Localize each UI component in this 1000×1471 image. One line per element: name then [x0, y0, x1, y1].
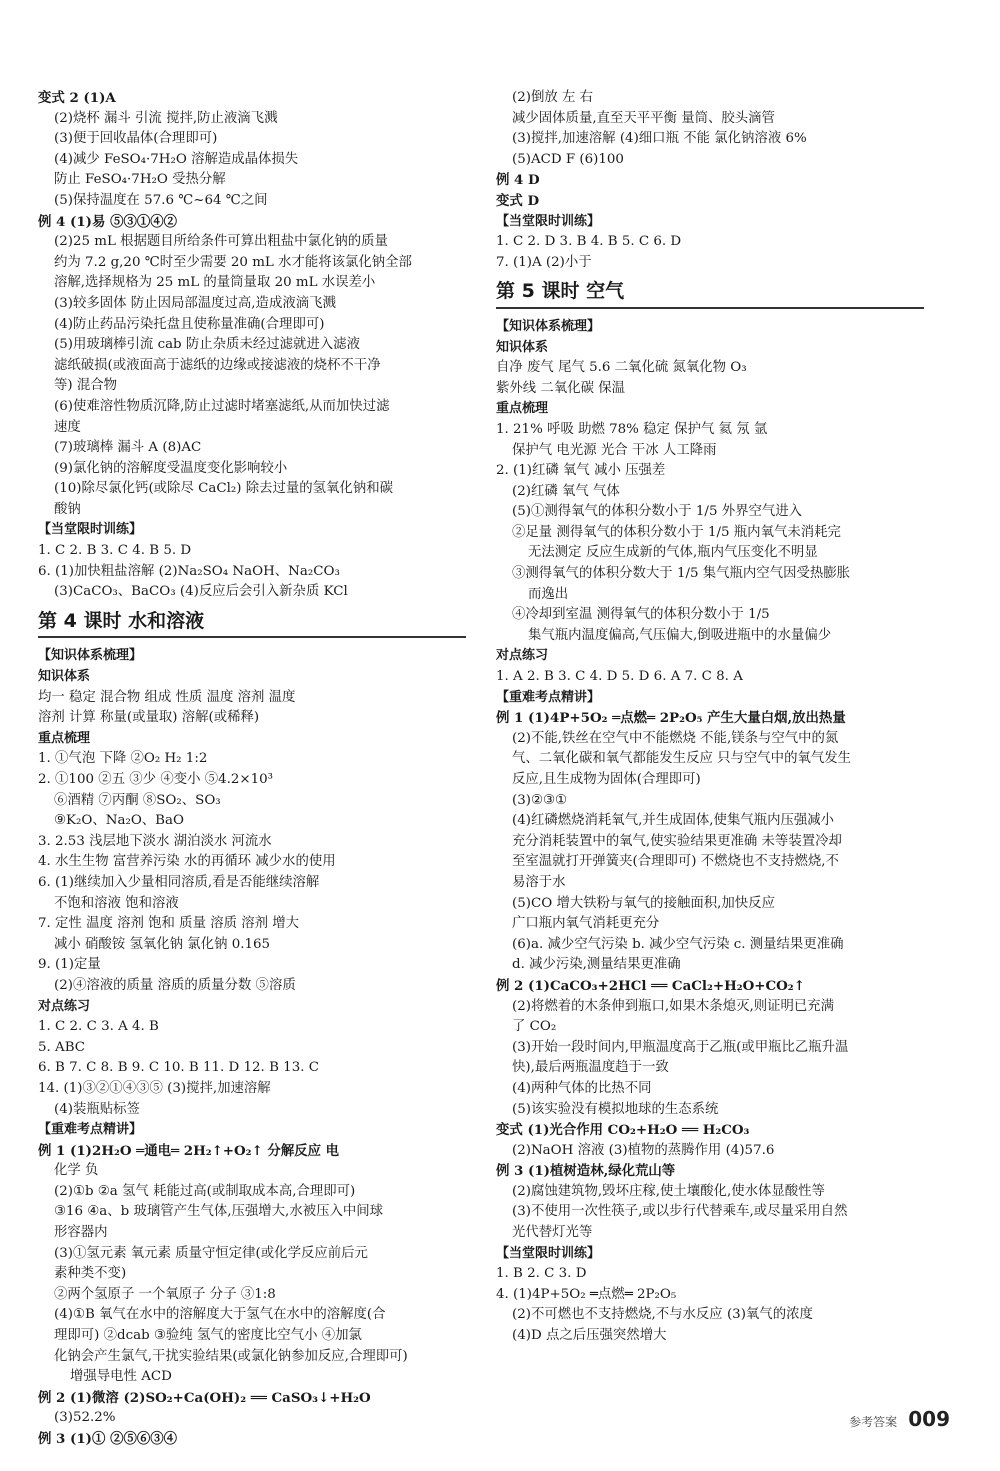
answer-line: 集气瓶内温度偏高,气压偏大,倒吸进瓶中的水量偏少: [528, 627, 832, 643]
section-heading: 知识体系: [496, 339, 549, 355]
answer-line: 3. 2.53 浅层地下淡水 湖泊淡水 河流水: [38, 833, 272, 849]
answer-line: 充分消耗装置中的氧气,使实验结果更准确 未等装置冷却: [512, 833, 842, 849]
answer-line: (2)倒放 左 右: [512, 90, 594, 105]
answer-line: 增强导电性 ACD: [70, 1369, 172, 1385]
section-heading: 重点梳理: [496, 401, 549, 417]
answer-line: (6)a. 减少空气污染 b. 减少空气污染 c. 测量结果更准确: [512, 936, 844, 952]
answer-line: ③16 ④a、b 玻璃管产生气体,压强增大,水被压入中间球: [54, 1204, 384, 1220]
section-heading: 对点练习: [38, 998, 91, 1014]
answer-line: 6. B 7. C 8. B 9. C 10. B 11. D 12. B 13. C: [38, 1060, 319, 1076]
answer-line: 广口瓶内氧气消耗更充分: [512, 916, 660, 932]
answer-line: 5. ABC: [38, 1039, 86, 1055]
answer-line: (3)不使用一次性筷子,或以步行代替乘车,或尽量采用自然: [512, 1204, 848, 1220]
answer-line: ⑨K₂O、Na₂O、BaO: [54, 813, 184, 829]
answer-line: 7. (1)A (2)小于: [496, 254, 592, 270]
answer-line: 1. C 2. D 3. B 4. B 5. C 6. D: [496, 234, 682, 250]
answer-line: 形容器内: [54, 1225, 108, 1241]
answer-line: 反应,且生成物为固体(合理即可): [512, 772, 701, 787]
answer-line: (2)红磷 氧气 气体: [512, 483, 620, 499]
answer-line: 2. (1)红磷 氧气 减小 压强差: [496, 463, 666, 479]
answer-line: 14. (1)③②①④③⑤ (3)搅拌,加速溶解: [38, 1080, 271, 1096]
answer-line: 溶剂 计算 称量(或量取) 溶解(或稀释): [38, 710, 260, 726]
answer-line: 6. (1)继续加入少量相同溶质,看是否能继续溶解: [38, 874, 320, 890]
answer-line: 1. C 2. B 3. C 4. B 5. D: [38, 543, 192, 559]
answer-line: 例 2 (1)CaCO₃+2HCl ══ CaCl₂+H₂O+CO₂↑: [496, 977, 805, 994]
answer-line: 1. B 2. C 3. D: [496, 1266, 587, 1282]
section-heading: 知识体系: [38, 669, 91, 685]
answer-line: (4)红磷燃烧消耗氧气,并生成固体,使集气瓶内压强减小: [512, 813, 835, 829]
section-heading: 【知识体系梳理】: [496, 318, 601, 334]
answer-line: 7. 定性 温度 溶剂 饱和 质量 溶质 溶剂 增大: [38, 916, 300, 932]
answer-line: 例 1 (1)4P+5O₂ ═点燃═ 2P₂O₅ 产生大量白烟,放出热量: [496, 710, 846, 727]
answer-line: (3)52.2%: [54, 1410, 116, 1426]
answer-line: 滤纸破损(或液面高于滤纸的边缘或接滤液的烧杯不干净: [54, 357, 381, 373]
answer-line: (4)减少 FeSO₄·7H₂O 溶解造成晶体损失: [54, 151, 299, 167]
answer-line: 例 3 (1)植树造林,绿化荒山等: [496, 1163, 676, 1180]
answer-line: 了 CO₂: [512, 1019, 557, 1035]
answer-line: 等) 混合物: [54, 378, 118, 394]
answer-line: ②两个氢原子 一个氧原子 分子 ③1:8: [54, 1286, 276, 1302]
answer-line: 例 2 (1)微溶 (2)SO₂+Ca(OH)₂ ══ CaSO₃↓+H₂O: [38, 1389, 371, 1406]
answer-line: 1. C 2. C 3. A 4. B: [38, 1019, 159, 1035]
answer-line: 易溶于水: [512, 874, 566, 890]
answer-line: 而逸出: [528, 586, 569, 602]
answer-line: (4)D 点之后压强突然增大: [512, 1328, 667, 1344]
answer-line: 化学 负: [54, 1163, 99, 1179]
answer-line: 紫外线 二氧化碳 保温: [496, 380, 626, 396]
answer-line: 变式 2 (1)A: [38, 90, 116, 106]
answer-line: 变式 D: [496, 192, 540, 209]
answer-line: ③测得氧气的体积分数大于 1/5 集气瓶内空气因受热膨胀: [512, 566, 851, 582]
answer-line: 1. ①气泡 下降 ②O₂ H₂ 1:2: [38, 751, 208, 767]
section-heading: 【重难考点精讲】: [38, 1122, 143, 1138]
answer-line: (9)氯化钠的溶解度受温度变化影响较小: [54, 460, 288, 476]
answer-line: 酸钠: [54, 501, 81, 517]
lesson-title: 第 5 课时 空气: [496, 275, 924, 309]
answer-line: (5)该实验没有模拟地球的生态系统: [512, 1101, 719, 1117]
answer-line: 光代替灯光等: [512, 1225, 593, 1241]
answer-line: (5)①测得氧气的体积分数小于 1/5 外界空气进入: [512, 504, 803, 520]
answer-line: 素种类不变): [54, 1266, 127, 1282]
left-column: [38, 88, 466, 1450]
footer-label: 参考答案: [849, 1415, 898, 1429]
section-heading: 【当堂限时训练】: [496, 213, 601, 229]
answer-line: (5)ACD F (6)100: [512, 151, 624, 167]
section-heading: 【当堂限时训练】: [496, 1245, 601, 1261]
answer-line: (5)CO 增大铁粉与氧气的接触面积,加快反应: [512, 895, 775, 911]
answer-line: (6)使难溶性物质沉降,防止过滤时堵塞滤纸,从而加快过滤: [54, 398, 390, 414]
answer-line: (3)搅拌,加速溶解 (4)细口瓶 不能 氯化钠溶液 6%: [512, 131, 807, 147]
answer-line: (4)两种气体的比热不同: [512, 1080, 652, 1096]
answer-line: 快),最后两瓶温度趋于一致: [512, 1060, 669, 1076]
answer-line: (2)NaOH 溶液 (3)植物的蒸腾作用 (4)57.6: [512, 1142, 775, 1158]
lesson-title: 第 4 课时 水和溶液: [38, 605, 466, 639]
answer-line: 6. (1)加快粗盐溶解 (2)Na₂SO₄ NaOH、Na₂CO₃: [38, 563, 340, 579]
answer-line: 不饱和溶液 饱和溶液: [54, 895, 179, 911]
answer-line: 例 3 (1)① ②⑤⑥③④: [38, 1431, 178, 1447]
answer-line: 保护气 电光源 光合 干冰 人工降雨: [512, 442, 717, 458]
answer-line: 至室温就打开弹簧夹(合理即可) 不燃烧也不支持燃烧,不: [512, 854, 839, 870]
answer-line: 例 1 (1)2H₂O ═通电═ 2H₂↑+O₂↑ 分解反应 电: [38, 1142, 340, 1159]
answer-line: 理即可) ②dcab ③验纯 氢气的密度比空气小 ④加氯: [54, 1328, 362, 1344]
answer-line: 4. 水生生物 富营养污染 水的再循环 减少水的使用: [38, 854, 336, 870]
answer-line: (4)防止药品污染托盘且使称量准确(合理即可): [54, 316, 325, 332]
section-heading: 【重难考点精讲】: [496, 689, 601, 705]
answer-line: (2)①b ②a 氢气 耗能过高(或制取成本高,合理即可): [54, 1183, 356, 1199]
answer-line: (3)开始一段时间内,甲瓶温度高于乙瓶(或甲瓶比乙瓶升温: [512, 1039, 849, 1055]
answer-line: (2)25 mL 根据题目所给条件可算出粗盐中氯化钠的质量: [54, 234, 388, 250]
answer-line: (3)便于回收晶体(合理即可): [54, 131, 218, 147]
answer-line: ⑥酒精 ⑦丙酮 ⑧SO₂、SO₃: [54, 792, 221, 808]
answer-line: 约为 7.2 g,20 ℃时至少需要 20 mL 水才能将该氯化钠全部: [54, 254, 412, 270]
answer-line: 速度: [54, 419, 81, 435]
answer-line: 化钠会产生氯气,干扰实验结果(或氯化钠参加反应,合理即可): [54, 1348, 408, 1364]
answer-line: ④冷却到室温 测得氧气的体积分数小于 1/5: [512, 607, 770, 623]
section-heading: 【当堂限时训练】: [38, 522, 143, 538]
answer-line: (3)较多固体 防止因局部温度过高,造成液滴飞溅: [54, 295, 336, 311]
answer-line: ②足量 测得氧气的体积分数小于 1/5 瓶内氧气未消耗完: [512, 524, 841, 540]
answer-line: 例 4 D: [496, 172, 540, 189]
answer-line: (3)CaCO₃、BaCO₃ (4)反应后会引入新杂质 KCl: [54, 584, 348, 600]
answer-line: d. 减少污染,测量结果更准确: [512, 957, 681, 973]
answer-line: (5)保持温度在 57.6 ℃~64 ℃之间: [54, 192, 268, 208]
answer-line: 9. (1)定量: [38, 957, 101, 973]
section-heading: 【知识体系梳理】: [38, 648, 143, 664]
answer-line: (2)烧杯 漏斗 引流 搅拌,防止液滴飞溅: [54, 110, 278, 126]
page-footer: [849, 1407, 950, 1431]
answer-line: (2)腐蚀建筑物,毁坏庄稼,使土壤酸化,使水体显酸性等: [512, 1183, 825, 1199]
answer-line: 例 4 (1)易 ⑤③①④②: [38, 213, 178, 230]
answer-line: 1. 21% 呼吸 助燃 78% 稳定 保护气 氦 氖 氩: [496, 421, 768, 437]
answer-line: 减少固体质量,直至天平平衡 量筒、胶头滴管: [512, 110, 775, 126]
section-heading: 重点梳理: [38, 730, 91, 746]
answer-line: 气、二氧化碳和氧气都能发生反应 只与空气中的氧气发生: [512, 751, 852, 767]
answer-line: (10)除尽氯化钙(或除尽 CaCl₂) 除去过量的氢氧化钠和碳: [54, 481, 393, 497]
answer-line: 2. ①100 ②五 ③少 ④变小 ⑤4.2×10³: [38, 772, 274, 787]
answer-line: (2)将燃着的木条伸到瓶口,如果木条熄灭,则证明已充满: [512, 998, 835, 1014]
answer-line: 减小 硝酸铵 氢氧化钠 氯化钠 0.165: [54, 936, 271, 952]
answer-line: 溶解,选择规格为 25 mL 的量筒量取 20 mL 水误差小: [54, 275, 376, 291]
answer-line: (4)装瓶贴标签: [54, 1101, 140, 1117]
answer-line: (5)用玻璃棒引流 cab 防止杂质未经过滤就进入滤液: [54, 337, 360, 353]
answer-line: (2)④溶液的质量 溶质的质量分数 ⑤溶质: [54, 977, 296, 993]
answer-line: 变式 (1)光合作用 CO₂+H₂O ══ H₂CO₃: [496, 1122, 750, 1139]
answer-line: 1. A 2. B 3. C 4. D 5. D 6. A 7. C 8. A: [496, 669, 743, 685]
answer-line: (4)①B 氧气在水中的溶解度大于氢气在水中的溶解度(合: [54, 1307, 386, 1323]
answer-line: (7)玻璃棒 漏斗 A (8)AC: [54, 440, 202, 456]
section-heading: 对点练习: [496, 648, 549, 664]
page-number: 009: [908, 1407, 950, 1431]
answer-line: (3)①氢元素 氧元素 质量守恒定律(或化学反应前后元: [54, 1245, 368, 1261]
answer-line: 自净 废气 尾气 5.6 二氧化硫 氮氧化物 O₃: [496, 360, 747, 376]
answer-line: 无法测定 反应生成新的气体,瓶内气压变化不明显: [528, 545, 818, 561]
answer-line: 均一 稳定 混合物 组成 性质 温度 溶剂 温度: [38, 689, 296, 705]
right-column: [496, 88, 924, 1347]
answer-line: 4. (1)4P+5O₂ ═点燃═ 2P₂O₅: [496, 1286, 677, 1302]
answer-line: (2)不能,铁丝在空气中不能燃烧 不能,镁条与空气中的氮: [512, 730, 839, 746]
answer-line: (2)不可燃也不支持燃烧,不与水反应 (3)氧气的浓度: [512, 1307, 813, 1323]
answer-line: (3)②③①: [512, 792, 567, 808]
answer-line: 防止 FeSO₄·7H₂O 受热分解: [54, 172, 226, 188]
